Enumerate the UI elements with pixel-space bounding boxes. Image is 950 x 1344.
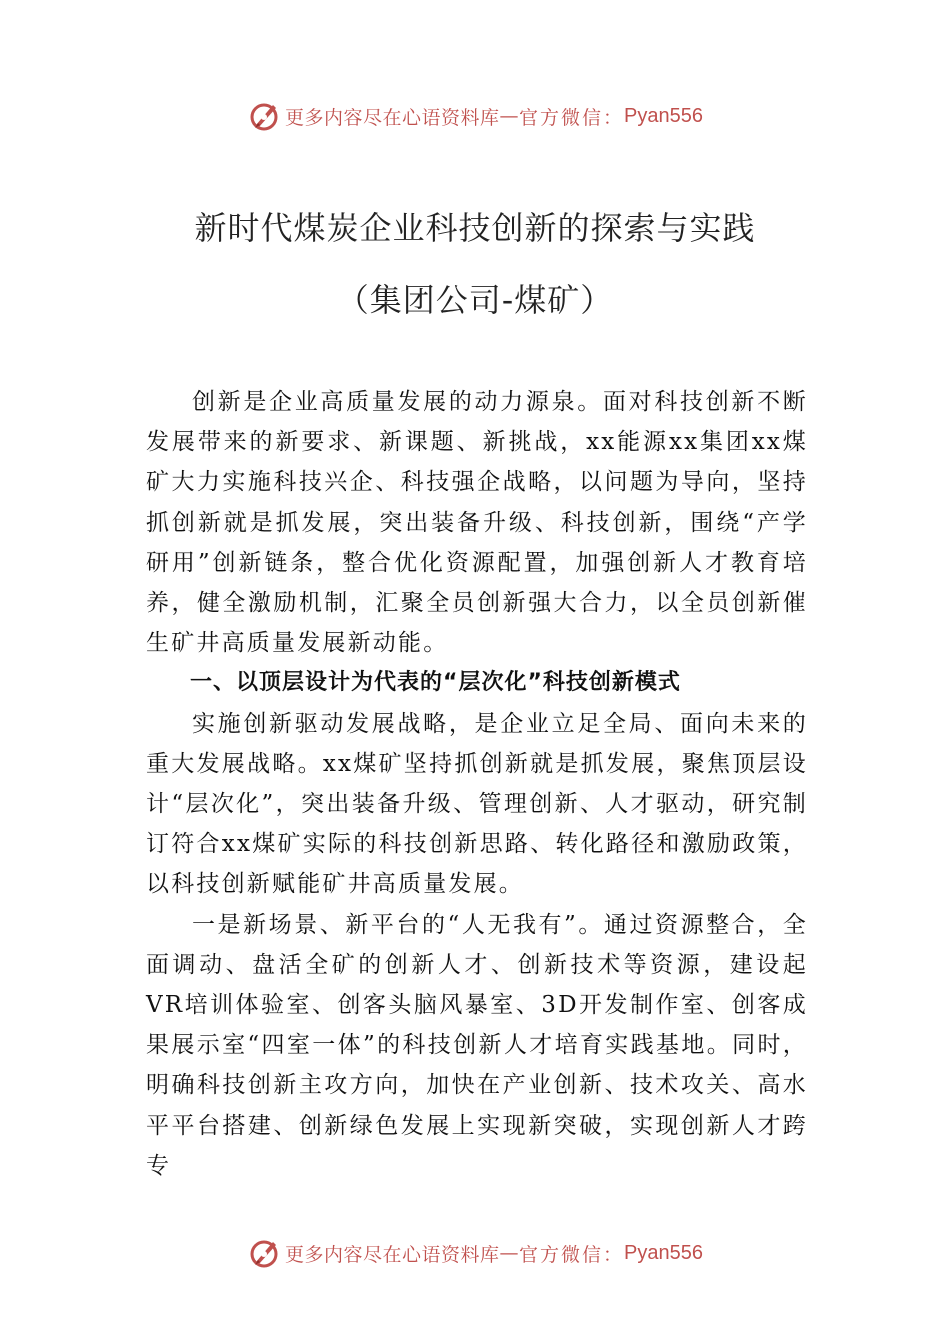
banner-wechat-label: 官方微信： [519,1243,625,1266]
quill-pen-circle-icon [247,99,281,133]
banner-wechat-id: Pyan556 [624,1241,703,1264]
banner-slogan: 更多内容尽在心语资料库 [285,1243,500,1266]
document-title: 新时代煤炭企业科技创新的探索与实践 [194,209,756,247]
header-banner [0,96,950,136]
paragraph-2: 实施创新驱动发展战略，是企业立足全局、面向未来的重大发展战略。xx煤矿坚持抓创新就是抓发展，聚焦顶层设计“层次化”，突出装备升级、管理创新、人才驱动，研究制订符合xx煤矿实际的科技创新思路、转化路径和激励政策，以科技创新赋能矿井高质量发展。 [146,710,808,898]
document-body [146,382,808,1186]
banner-dash: — [499,105,520,127]
quill-pen-circle-icon [247,1236,281,1270]
paragraph-3: 一是新场景、新平台的“人无我有”。通过资源整合，全面调动、盘活全矿的创新人才、创新技术等资源，建设起VR培训体验室、创客头脑风暴室、3D开发制作室、创客成果展示室“四室一体”的科技创新人才培育实践基地。同时，明确科技创新主攻方向，加快在产业创新、技术攻关、高水平平台搭建、创新绿色发展上实现新突破，实现创新人才跨专 [146,911,808,1179]
paragraph-1: 创新是企业高质量发展的动力源泉。面对科技创新不断发展带来的新要求、新课题、新挑战，xx能源xx集团xx煤矿大力实施科技兴企、科技强企战略，以问题为导向，坚持抓创新就是抓发展，突出装备升级、科技创新，围绕“产学研用”创新链条，整合优化资源配置，加强创新人才教育培养，健全激励机制，汇聚全员创新强大合力，以全员创新催生矿井高质量发展新动能。 [146,389,808,657]
banner-slogan: 更多内容尽在心语资料库 [285,106,500,129]
banner-dash: — [499,1242,520,1264]
section-heading-1: 一、以顶层设计为代表的“层次化”科技创新模式 [190,670,681,696]
document-subtitle: （集团公司-煤矿） [336,281,614,319]
footer-banner [0,1233,950,1273]
banner-wechat-id: Pyan556 [624,104,703,127]
banner-wechat-label: 官方微信： [519,106,625,129]
